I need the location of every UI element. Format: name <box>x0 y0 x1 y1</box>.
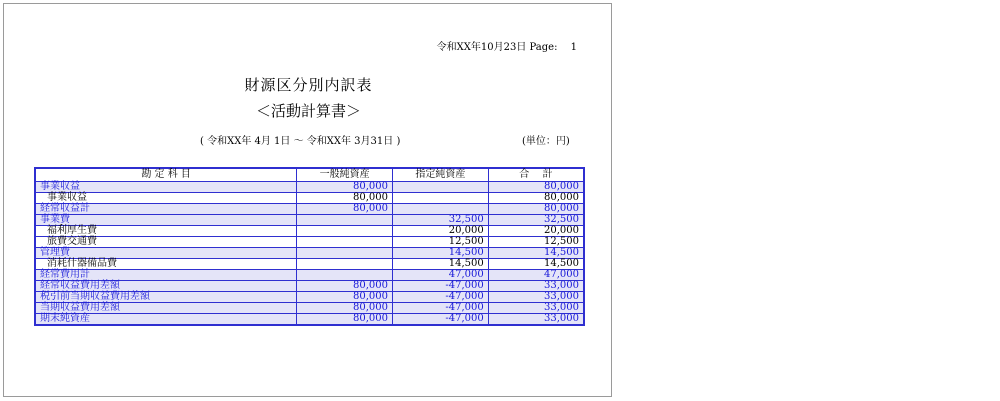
report-title: 財源区分別内訳表 <box>244 76 373 94</box>
row-designated: -47,000 <box>393 314 489 326</box>
row-general: 80,000 <box>297 182 393 193</box>
row-designated <box>393 182 489 193</box>
row-designated: -47,000 <box>393 281 489 292</box>
row-label: 経常費用計 <box>35 270 297 281</box>
row-designated: -47,000 <box>393 303 489 314</box>
table-row <box>35 281 584 292</box>
row-total: 80,000 <box>488 182 584 193</box>
row-general <box>297 270 393 281</box>
row-general: 80,000 <box>297 292 393 303</box>
table-row <box>35 215 584 226</box>
row-label: 事業費 <box>35 215 297 226</box>
row-total: 33,000 <box>488 314 584 326</box>
row-total: 47,000 <box>488 270 584 281</box>
row-general <box>297 215 393 226</box>
table-header-row <box>35 168 584 182</box>
row-general: 80,000 <box>297 281 393 292</box>
row-designated: -47,000 <box>393 292 489 303</box>
row-total: 20,000 <box>488 226 584 237</box>
row-total: 32,500 <box>488 215 584 226</box>
row-label: 経常収益計 <box>35 204 297 215</box>
table-row <box>35 314 584 326</box>
row-label: 当期収益費用差額 <box>35 303 297 314</box>
table-row <box>35 193 584 204</box>
table-row <box>35 248 584 259</box>
table-row <box>35 204 584 215</box>
row-general <box>297 248 393 259</box>
row-total: 33,000 <box>488 292 584 303</box>
table-row <box>35 182 584 193</box>
report-sheet <box>3 3 612 397</box>
row-total: 80,000 <box>488 193 584 204</box>
row-designated: 20,000 <box>393 226 489 237</box>
row-general <box>297 237 393 248</box>
col-header-total: 合 計 <box>488 168 584 182</box>
print-date-page: 令和XX年10月23日 Page: 1 <box>436 42 577 53</box>
row-designated: 14,500 <box>393 259 489 270</box>
report-table <box>34 167 585 326</box>
row-total: 14,500 <box>488 259 584 270</box>
table-row <box>35 270 584 281</box>
row-designated <box>393 204 489 215</box>
row-label: 期末純資産 <box>35 314 297 326</box>
row-designated: 47,000 <box>393 270 489 281</box>
table-row <box>35 303 584 314</box>
row-general: 80,000 <box>297 193 393 204</box>
report-period: ( 令和XX年 4月 1日 ～ 令和XX年 3月31日 ) <box>200 136 401 147</box>
report-unit: (単位：円) <box>522 136 570 147</box>
row-designated <box>393 193 489 204</box>
row-designated: 12,500 <box>393 237 489 248</box>
row-label: 福利厚生費 <box>35 226 297 237</box>
table-row <box>35 226 584 237</box>
table-row <box>35 259 584 270</box>
row-label: 消耗什器備品費 <box>35 259 297 270</box>
row-general <box>297 259 393 270</box>
row-label: 経常収益費用差額 <box>35 281 297 292</box>
row-general: 80,000 <box>297 314 393 326</box>
row-general: 80,000 <box>297 204 393 215</box>
report-subtitle: ＜活動計算書＞ <box>255 102 361 120</box>
row-designated: 14,500 <box>393 248 489 259</box>
row-label: 事業収益 <box>35 182 297 193</box>
row-label: 事業収益 <box>35 193 297 204</box>
row-general <box>297 226 393 237</box>
col-header-account: 勘 定 科 目 <box>35 168 297 182</box>
table-row <box>35 237 584 248</box>
row-label: 管理費 <box>35 248 297 259</box>
row-total: 33,000 <box>488 281 584 292</box>
row-designated: 32,500 <box>393 215 489 226</box>
col-header-general: 一般純資産 <box>297 168 393 182</box>
row-total: 33,000 <box>488 303 584 314</box>
row-general: 80,000 <box>297 303 393 314</box>
row-label: 税引前当期収益費用差額 <box>35 292 297 303</box>
col-header-designated: 指定純資産 <box>393 168 489 182</box>
table-row <box>35 292 584 303</box>
row-total: 80,000 <box>488 204 584 215</box>
row-total: 12,500 <box>488 237 584 248</box>
row-label: 旅費交通費 <box>35 237 297 248</box>
row-total: 14,500 <box>488 248 584 259</box>
